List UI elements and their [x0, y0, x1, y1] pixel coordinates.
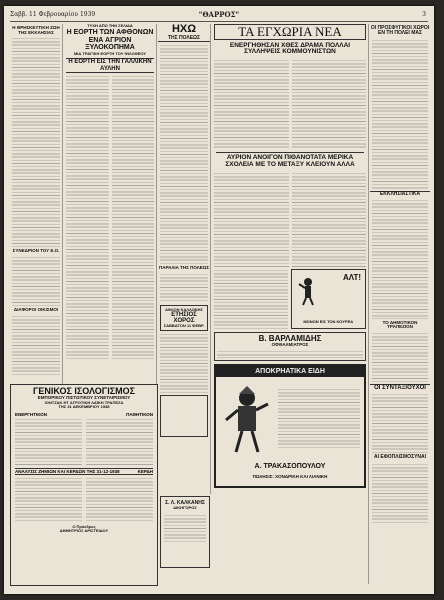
masthead — [10, 9, 428, 22]
issue-date: Σαββ. 11 Φεβρουαρίου 1939 — [10, 11, 96, 18]
optician-ad — [214, 332, 366, 361]
balance-sheet — [10, 384, 158, 586]
column-4-text-c — [214, 172, 289, 267]
column-5-headline: ΟΙ ΠΡΟΣΦΥΓΙΚΟΙ ΧΩΡΟΙ ΕΝ ΤΗ ΠΟΛΕΙ ΜΑΣ — [370, 25, 430, 37]
balance-assets-lines — [15, 418, 82, 466]
column-5-text-3 — [372, 393, 428, 453]
newspaper-page — [4, 6, 434, 594]
lawyer-details — [164, 514, 206, 544]
carnival-ad-title: ΑΠΟΚΡΗΑΤΙΚΑ ΕΙΔΗ — [216, 366, 364, 377]
dance-ad-subtitle: ΑΘΛΟΝ ΚΑΛΛΟΝΗΣ — [165, 306, 203, 312]
optician-name: Β. ΒΑΡΛΑΜΙΔΗΣ — [258, 333, 322, 343]
figure-icon — [298, 276, 318, 306]
balance-title: ΓΕΝΙΚΟΣ ΙΣΟΛΟΓΙΣΜΟΣ — [32, 386, 136, 396]
dance-ad-date: ΣΑΒΒΑΤΟΝ 11 ΦΕΒΡ. — [163, 323, 205, 329]
lawyer-role: ΔΙΚΗΓΟΡΟΣ — [173, 505, 197, 511]
balance-profits-lines — [86, 477, 153, 521]
column-1-text-3 — [12, 315, 60, 375]
balance-date: ΤΗΣ 31 ΔΕΚΕΜΒΡΙΟΥ 1938 — [58, 404, 110, 410]
balance-footer-2: ΔΗΜΗΤΡΙΟΣ ΑΡΙΣΤΕΙΔΟΥ — [59, 527, 109, 533]
optician-role: ΟΦΘΑΛΜΙΑΤΡΟΣ — [271, 342, 309, 348]
carnival-ad — [214, 364, 366, 488]
column-1-headline-2: ΣΥΝΕΔΡΙΟΝ ΤΟΥ Ε.Ο. — [12, 248, 60, 254]
column-3-headline: ΠΑΡΑΛΙΑ ΤΗΣ ΠΟΛΕΩΣ — [158, 264, 210, 270]
column-2-text-a — [66, 75, 109, 360]
column-5-headline-4: ΑΙ ΕΦΟΠΛΙΣΜΟΣΥΝΑΙ — [373, 454, 427, 461]
page-number: 3 — [422, 11, 426, 18]
barber-ad — [291, 269, 367, 329]
column-2-headline: Η ΕΟΡΤΗ ΤΩΝ ΑΦΘΟΝΩΝ ΕΝΑ ΑΓΡΙΟΝ ΞΥΛΟΚΟΠΗΜΑ — [66, 29, 154, 51]
column-4-text-a — [214, 59, 289, 149]
column-5-headline-3: ΟΙ ΣΥΝΤΑΞΙΟΥΧΟΙ — [370, 384, 430, 391]
balance-liabilities-lines — [86, 418, 153, 466]
column-4-text-b — [292, 59, 367, 149]
dance-ad-title: ΕΤΗΣΙΟΣ ΧΟΡΟΣ — [171, 311, 197, 324]
column-2 — [64, 24, 157, 384]
balance-section-2: ΑΝΑΛΥΣΙΣ ΖΗΜΙΩΝ ΚΑΙ ΚΕΡΔΩΝ ΤΗΣ 31-12-1938 — [15, 468, 120, 474]
optician-details — [217, 350, 363, 358]
lawyer-ad — [160, 496, 210, 568]
column-3-text — [160, 44, 208, 264]
balance-right-heading: ΠΑΘΗΤΙΚΟΝ — [126, 411, 153, 417]
column-1-text-2 — [12, 256, 60, 306]
column-5-headline-5: ΤΟ ΔΗΜΟΤΙΚΟΝ ΤΡΑΠΕΖΙΟΝ — [382, 319, 418, 330]
clown-icon — [224, 386, 270, 456]
column-3-text-3 — [160, 333, 208, 393]
echo-subtitle: ΤΗΣ ΠΟΛΕΩΣ — [158, 36, 210, 42]
balance-footer-1: Ο Πρόεδρος — [72, 523, 96, 529]
column-5-text-4 — [372, 463, 428, 523]
carnival-ad-sub: ΠΩΛΗΣΙΣ: ΧΟΝΔΡΙΚΗ ΚΑΙ ΛΙΑΝΙΚΗ — [252, 474, 328, 480]
column-4-headline: ΕΝΕΡΓΗΘΗΣΑΝ ΧΘΕΣ ΔΡΑΜΑ ΠΟΛΛΑΙ ΣΥΛΛΗΨΕΙΣ ΚΟΜΜΟΥΝΙΣΤΩΝ — [229, 41, 351, 56]
column-1-headline: Η ΘΡΗΣΚΕΥΤΙΚΗ ΖΩΗ ΤΗΣ ΕΚΚΛΗΣΙΑΣ — [12, 25, 60, 35]
column-2-subheadline: ΜΙΑ ΤΡΑΓΙΚΗ ΕΟΡΤΗ ΤΟΥ ΦΙΛΟΘΕΟΥ — [73, 51, 147, 57]
balance-subtitle-2: ΙΟΝΤΖΑΚ ΗΤ ΑΓΡΟΤΙΚΗ ΛΑΪΚΗ ΤΡΑΠΕΖΑ — [44, 400, 124, 406]
column-5 — [370, 24, 430, 584]
column-5-headline-2: ΕΚΚΛΗΣΙΑΣΤΙΚΑ — [370, 191, 430, 197]
paper-name: "ΘΑΡΡΟΣ" — [198, 10, 240, 19]
balance-left-heading: ΕΝΕΡΓΗΤΙΚΟΝ — [15, 411, 48, 417]
column-4 — [212, 24, 369, 584]
column-1-text — [12, 37, 60, 247]
barber-ad-title: ΑΛΤ! — [343, 272, 361, 282]
column-4-text-e — [214, 269, 288, 329]
column-5-text-5 — [372, 332, 428, 382]
column-5-text — [372, 39, 428, 189]
column-2-headline-2: Η ΕΟΡΤΗ ΕΙΣ ΤΗΝ ΓΑΛΛΙΚΗΝ ΑΥΛΗΝ — [66, 58, 154, 73]
column-3-ad-box — [160, 395, 208, 437]
column-4-headline-2: ΑΥΡΙΟΝ ΑΝΟΙΓΟΝ ΠΙΘΑΝΟΤΑΤΑ ΜΕΡΙΚΑ ΣΧΟΛΕΙΑ ΜΕ ΤΟ ΜΕΤΑΞΥ ΚΛΕΙΟΥΝ ΑΛΛΑ — [216, 152, 364, 169]
carnival-ad-name: Α. ΤΡΑΚΑΣΟΠΟΥΛΟΥ — [254, 462, 326, 470]
lawyer-name: Σ. Λ. ΚΑΛΚΑΝΗΣ — [165, 500, 205, 506]
column-3 — [158, 24, 211, 494]
column-1-headline-3: ΔΙΑΦΟΡΟΙ ΟΙΚΙΣΜΟΙ — [13, 307, 59, 313]
column-4-text-d — [292, 172, 367, 267]
column-3-text-2 — [160, 273, 208, 303]
carnival-ad-text — [278, 388, 360, 450]
column-2-kicker: ΤΥΧΗ ΑΠΟ ΤΗΝ ΣΕΛΙΔΑ — [87, 23, 133, 28]
echo-title: ΗΧΩ — [171, 23, 197, 35]
balance-losses-lines — [15, 477, 82, 521]
column-2-text-b — [112, 75, 155, 360]
dance-ad — [160, 305, 208, 332]
balance-subtitle: ΕΜΠΟΡΙΚΟΥ ΠΙΣΤΩΤΙΚΟΥ ΣΥΝΕΤΑΙΡΙΣΜΟΥ — [37, 395, 131, 401]
barber-ad-subtitle: ΜΟΝΟΝ ΕΙΣ ΤΟΝ ΚΟΥΡΕΑ — [303, 318, 354, 324]
local-news-banner: ΤΑ ΕΓΧΩΡΙΑ ΝΕΑ — [214, 24, 366, 40]
balance-section-2-right: ΚΕΡΔΗ — [137, 468, 153, 474]
column-1 — [10, 24, 63, 384]
column-5-text-2 — [372, 199, 428, 319]
